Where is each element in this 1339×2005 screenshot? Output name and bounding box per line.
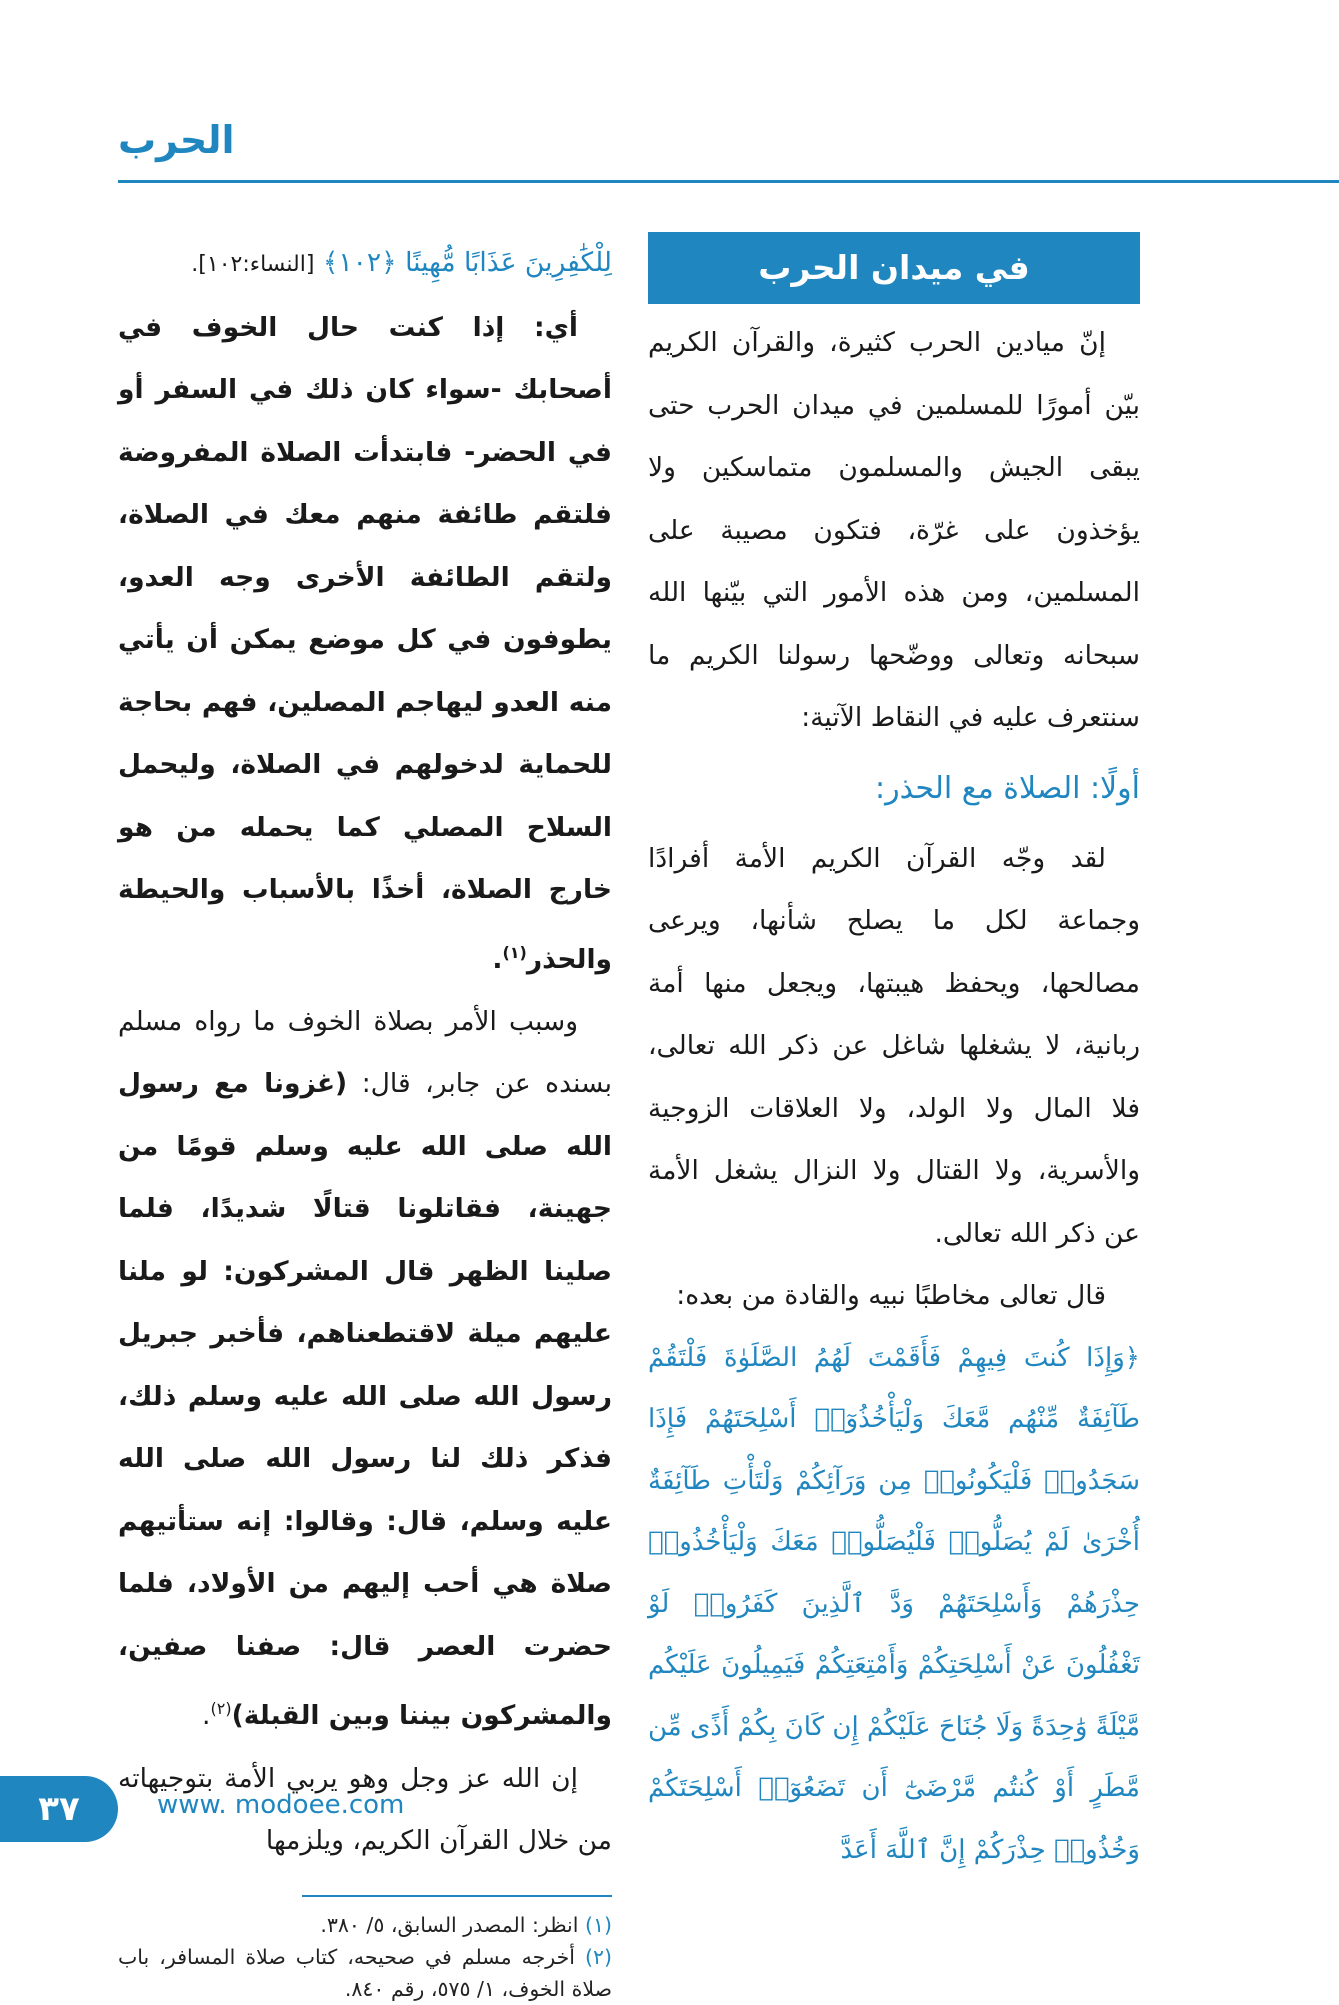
explanation-paragraph — [118, 297, 612, 991]
quran-verse: ﴿وَإِذَا كُنتَ فِيهِمْ فَأَقَمْتَ لَهُمُ الصَّلَوٰةَ فَلْتَقُمْ طَآئِفَةٌ مِّنْهُم مَّعَكَ وَلْيَأْخُذُوٓا۟ أَسْلِحَتَهُمْ فَإِذَا سَجَدُوا۟ فَلْيَكُونُوا۟ مِن وَرَآئِكُمْ وَلْتَأْتِ طَآئِفَةٌ أُخْرَىٰ لَمْ يُصَلُّوا۟ فَلْيُصَلُّوا۟ مَعَكَ وَلْيَأْخُذُوا۟ حِذْرَهُمْ وَأَسْلِحَتَهُمْ وَدَّ ٱلَّذِينَ كَفَرُوا۟ لَوْ تَغْفُلُونَ عَنْ أَسْلِحَتِكُمْ وَأَمْتِعَتِكُمْ فَيَمِيلُونَ عَلَيْكُم مَّيْلَةً وَٰحِدَةً وَلَا جُنَاحَ عَلَيْكُمْ إِن كَانَ بِكُمْ أَذًى مِّن مَّطَرٍ أَوْ كُنتُم مَّرْضَىٰٓ أَن تَضَعُوٓا۟ أَسْلِحَتَكُمْ وَخُذُوا۟ حِذْرَكُمْ إِنَّ ٱللَّهَ أَعَدَّ — [648, 1342, 1140, 1865]
footnote-ref-1[interactable]: (١) — [502, 942, 527, 962]
footnote-text: انظر: المصدر السابق، ٥/ ٣٨٠. — [320, 1912, 579, 1937]
quote-intro: قال تعالى مخاطبًا نبيه والقادة من بعده: — [676, 1280, 1106, 1311]
intro-paragraph: إنّ ميادين الحرب كثيرة، والقرآن الكريم بيّن أمورًا للمسلمين في ميدان الحرب حتى يبقى الجيش والمسلمون متماسكين ولا يؤخذون على غرّة، فتكون مصيبة على المسلمين، ومن هذه الأمور التي بيّنها الله سبحانه وتعالى ووضّحها رسولنا الكريم ما سنتعرف عليه في النقاط الآتية: — [648, 327, 1140, 733]
explanation-end: . — [492, 943, 503, 975]
page-header-title: الحرب — [118, 118, 235, 162]
footnote-text: أخرجه مسلم في صحيحه، كتاب صلاة المسافر، باب صلاة الخوف، ١/ ٥٧٥، رقم ٨٤٠. — [118, 1944, 612, 2001]
page-number-badge: ٣٧ — [0, 1776, 118, 1842]
footnote-number: (١) — [584, 1912, 612, 1937]
header-divider — [118, 180, 1339, 183]
footnote-ref-2[interactable]: (٢) — [210, 1699, 232, 1719]
right-column — [648, 232, 1140, 1881]
hadith-end: . — [202, 1700, 211, 1732]
verse-continuation — [118, 232, 612, 297]
footnote-item — [118, 1909, 612, 1941]
explanation-text: أي: إذا كنت حال الخوف في أصحابك -سواء كان ذلك في السفر أو في الحضر- فابتدأت الصلاة المفروضة فلتقم طائفة منهم معك في الصلاة، ولتقم الطائفة الأخرى وجه العدو، يطوفون في كل موضع يمكن أن يأتي منه العدو ليهاجم المصلين، فهم بحاجة للحماية لدخولهم في الصلاة، وليحمل السلاح المصلي كما يحمله من هو خارج الصلاة، أخذًا بالأسباب والحيطة والحذر — [118, 311, 612, 975]
hadith-paragraph — [118, 991, 612, 1748]
verse-reference: [النساء:١٠٢]. — [191, 252, 315, 277]
site-url[interactable]: www. modoee.com — [157, 1790, 405, 1820]
subheading-prayer-caution: أولًا: الصلاة مع الحذر: — [875, 770, 1140, 806]
hadith-text: (غزونا مع رسول الله صلى الله عليه وسلم قومًا من جهينة، فقاتلونا قتالًا شديدًا، فلما صلينا الظهر قال المشركون: لو ملنا عليهم ميلة لاقتطعناهم، فأخبر جبريل رسول الله صلى الله عليه وسلم ذلك، فذكر ذلك لنا رسول الله صلى الله عليه وسلم، قال: وقالوا: إنه ستأتيهم صلاة هي أحب إليهم من الأولاد، فلما حضرت العصر قال: صفنا صفين، والمشركون بيننا وبين القبلة) — [118, 1068, 612, 1732]
paragraph-guidance: لقد وجّه القرآن الكريم الأمة أفرادًا وجماعة لكل ما يصلح شأنها، ويرعى مصالحها، ويحفظ هيبتها، ويجعل منها أمة ربانية، لا يشغلها شاغل عن ذكر الله تعالى، فلا المال ولا الولد، ولا العلاقات الزوجية والأسرية، ولا القتال ولا النزال يشغل الأمة عن ذكر الله تعالى. — [648, 842, 1140, 1249]
left-column — [118, 232, 612, 2005]
verse-end: لِلْكَٰفِرِينَ عَذَابًا مُّهِينًا ﴿١٠٢﴾ — [322, 247, 612, 278]
section-heading: في ميدان الحرب — [648, 232, 1140, 304]
closing-paragraph: إن الله عز وجل وهو يربي الأمة بتوجيهاته من خلال القرآن الكريم، ويلزمها — [118, 1762, 612, 1857]
hadith-intro: وسبب الأمر بصلاة الخوف ما رواه مسلم بسنده عن جابر، قال: — [118, 1005, 612, 1100]
footnote-divider — [302, 1895, 612, 1897]
footnote-number: (٢) — [584, 1944, 612, 1969]
footnote-item — [118, 1941, 612, 2005]
